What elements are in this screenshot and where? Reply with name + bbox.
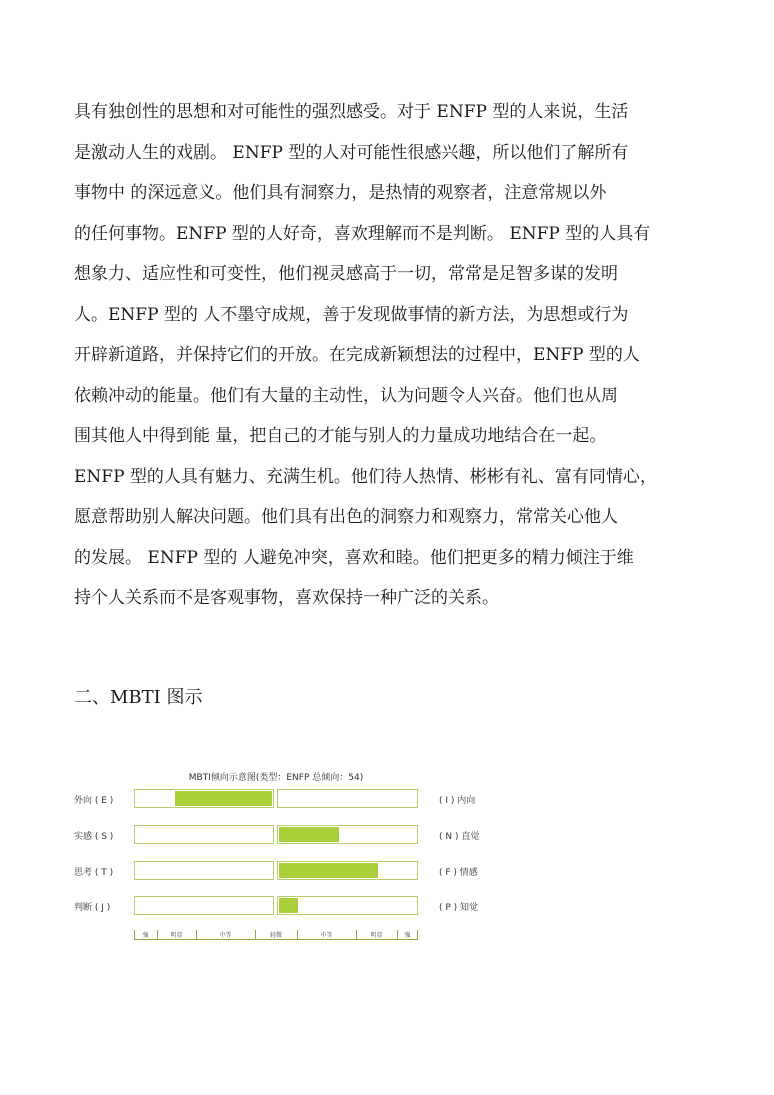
paragraph-line: 具有独创性的思想和对可能性的强烈感受。对于 ENFP 型的人来说，生活 [74,102,629,122]
bar-track-left [134,861,274,880]
bar-track-right [277,825,418,844]
scale-tick [196,930,197,940]
paragraph-line: ENFP 型的人具有魅力、充满生机。他们待人热情、彬彬有礼、富有同情心， [74,466,657,487]
row-label-left: 外向 ( E ) [74,796,114,806]
scale-label: 中等 [219,932,232,939]
row-label-right: ( P ) 知觉 [439,903,479,913]
bar-fill [279,863,378,878]
bar-track-right [277,861,418,880]
row-label-right: ( F ) 情感 [439,868,478,878]
paragraph-line: 是激动人生的戏剧。 ENFP 型的人对可能性很感兴趣，所以他们了解所有 [74,142,629,163]
scale-tick [356,930,357,940]
scale-tick [255,930,256,940]
bar-fill [279,827,339,842]
body-paragraph [74,92,674,619]
scale-label: 明显 [170,932,183,939]
scale-label: 轻微 [269,932,282,939]
paragraph-line: 事物中 的深远意义。他们具有洞察力，是热情的观察者，注意常规以外 [74,183,607,203]
paragraph-line: 的任何事物。ENFP 型的人好奇，喜欢理解而不是判断。 ENFP 型的人具有 [74,223,651,244]
paragraph-line: 围其他人中得到能 量，把自己的才能与别人的力量成功地结合在一起。 [74,426,607,446]
scale-label: 强 [142,932,149,939]
paragraph-line: 依赖冲动的能量。他们有大量的主动性，认为问题令人兴奋。他们也从周 [74,385,618,406]
row-label-right: ( N ) 直觉 [439,832,480,842]
paragraph-line: 持个人关系而不是客观事物，喜欢保持一种广泛的关系。 [74,588,499,608]
bar-track-left [134,896,274,915]
bar-fill [175,791,272,806]
row-label-left: 判断 ( J ) [74,903,111,913]
row-label-left: 思考 ( T ) [74,868,114,878]
bar-track-right [277,896,418,915]
bar-fill [279,898,298,913]
scale-label: 强 [404,932,411,939]
scale-tick [397,930,398,940]
bar-track-left [134,825,274,844]
scale-label: 中等 [320,932,333,939]
chart-title: MBTI倾向示意图(类型：ENFP 总倾向：54) [188,773,364,783]
paragraph-line: 的发展。 ENFP 型的 人避免冲突，喜欢和睦。他们把更多的精力倾注于维 [74,547,634,568]
scale-tick [157,930,158,940]
bar-track-right [277,789,418,808]
paragraph-line: 人。ENFP 型的 人不墨守成规，善于发现做事情的新方法，为思想或行为 [74,304,629,325]
paragraph-line: 愿意帮助别人解决问题。他们具有出色的洞察力和观察力，常常关心他人 [74,507,618,527]
bar-track-left [134,789,274,808]
paragraph-line: 想象力、适应性和可变性，他们视灵感高于一切，常常是足智多谋的发明 [74,264,618,284]
row-label-right: ( I ) 内向 [439,796,476,806]
scale-tick [297,930,298,940]
row-label-left: 实感 ( S ) [74,832,114,842]
scale-label: 明显 [370,932,383,939]
section-title: 二、MBTI 图示 [74,687,203,708]
paragraph-line: 开辟新道路，并保持它们的开放。在完成新颖想法的过程中，ENFP 型的人 [74,345,640,365]
